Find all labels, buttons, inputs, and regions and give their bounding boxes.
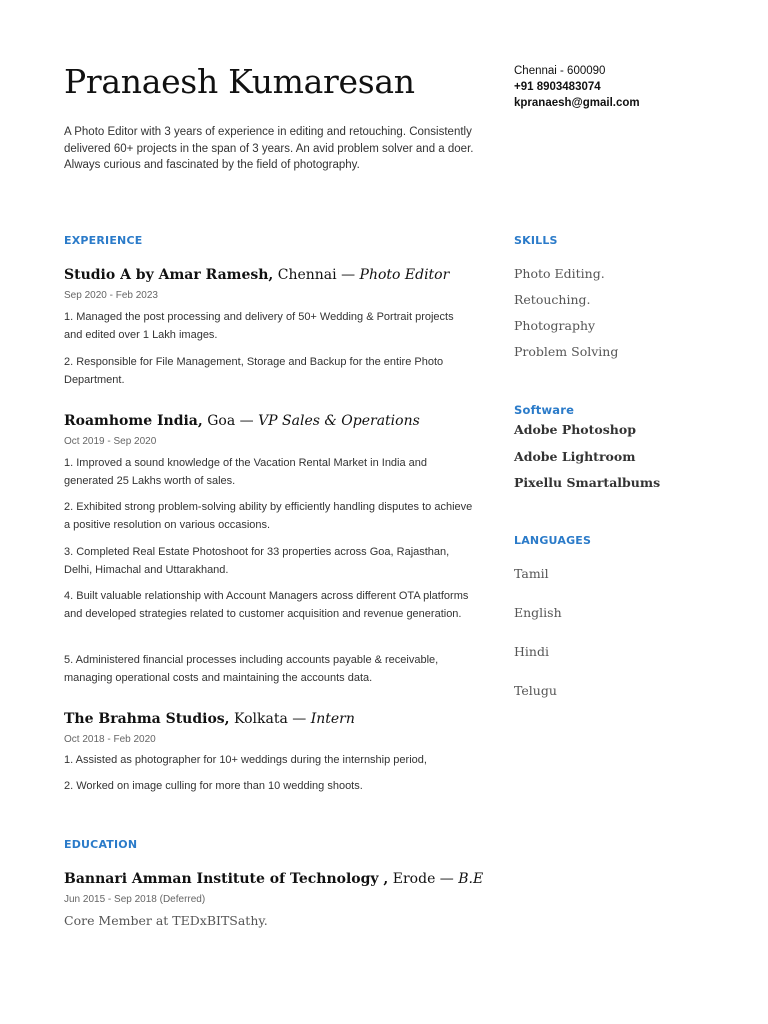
software-item: Pixellu Smartalbums xyxy=(514,475,661,490)
language-item: Hindi xyxy=(514,644,549,659)
skill-item: Retouching. xyxy=(514,292,591,307)
education-degree: B.E xyxy=(458,871,484,887)
job-title-studio-a xyxy=(64,267,449,283)
language-item: Telugu xyxy=(514,683,557,698)
education-dates: Jun 2015 - Sep 2018 (Deferred) xyxy=(64,894,206,905)
job-bullet: 1. Assisted as photographer for 10+ weddings during the internship period, xyxy=(64,754,427,766)
job-role: Photo Editor xyxy=(359,267,450,283)
language-item: Tamil xyxy=(514,566,549,581)
job-dates: Oct 2019 - Sep 2020 xyxy=(64,436,157,447)
contact-phone: +91 8903483074 xyxy=(514,81,601,93)
profile-summary: A Photo Editor with 3 years of experience in editing and retouching. Consistently delivered 60+ projects in the span of 3 years. An avid problem solver and a doer. Always curious and fascinated by the field of photography. xyxy=(64,126,474,171)
education-location: Erode — xyxy=(388,871,459,887)
contact-block xyxy=(514,63,640,111)
experience-heading: EXPERIENCE xyxy=(64,234,143,247)
job-location: Kolkata — xyxy=(229,711,311,727)
job-bullet: 2. Responsible for File Management, Storage and Backup for the entire Photo Department. xyxy=(64,356,444,386)
job-role: VP Sales & Operations xyxy=(258,413,420,429)
education-school: Bannari Amman Institute of Technology , xyxy=(64,871,389,887)
job-company: Studio A by Amar Ramesh, xyxy=(64,267,274,283)
skill-item: Photo Editing. xyxy=(514,266,605,281)
job-dates: Oct 2018 - Feb 2020 xyxy=(64,734,156,745)
job-title-brahma xyxy=(64,711,355,727)
skill-item: Photography xyxy=(514,318,596,333)
job-bullet: 3. Completed Real Estate Photoshoot for 33 properties across Goa, Rajasthan, Delhi, Himachal and Uttarakhand. xyxy=(64,546,450,576)
education-note: Core Member at TEDxBITSathy. xyxy=(64,913,268,928)
job-company: The Brahma Studios, xyxy=(64,711,230,727)
skill-item: Problem Solving xyxy=(514,344,619,359)
job-bullet: 1. Improved a sound knowledge of the Vacation Rental Market in India and generated 25 Lakhs worth of sales. xyxy=(64,457,428,487)
job-bullet: 5. Administered financial processes including accounts payable & receivable, managing operational costs and maintaining the accounts data. xyxy=(64,654,439,684)
job-bullet: 2. Worked on image culling for more than 10 wedding shoots. xyxy=(64,780,363,792)
software-item: Adobe Photoshop xyxy=(514,422,636,437)
job-bullet: 4. Built valuable relationship with Account Managers across different OTA platforms and developed strategies related to customer acquisition and revenue generation. xyxy=(64,590,469,620)
job-bullet: 1. Managed the post processing and delivery of 50+ Wedding & Portrait projects and edited over 1 Lakh images. xyxy=(64,311,454,341)
job-company: Roamhome India, xyxy=(64,413,203,429)
job-title-roamhome xyxy=(64,413,420,429)
job-location: Chennai — xyxy=(273,267,360,283)
software-heading: Software xyxy=(514,403,575,417)
contact-email: kpranaesh@gmail.com xyxy=(514,97,640,109)
language-item: English xyxy=(514,605,562,620)
skills-heading: SKILLS xyxy=(514,234,558,247)
job-role: Intern xyxy=(310,711,355,727)
candidate-name: Pranaesh Kumaresan xyxy=(64,62,415,101)
job-bullet: 2. Exhibited strong problem-solving ability by efficiently handling disputes to achieve a positive resolution on various occasions. xyxy=(64,501,473,531)
education-heading: EDUCATION xyxy=(64,838,138,851)
education-title xyxy=(64,871,483,887)
software-item: Adobe Lightroom xyxy=(514,449,636,464)
job-dates: Sep 2020 - Feb 2023 xyxy=(64,290,158,301)
contact-address: Chennai - 600090 xyxy=(514,65,606,77)
languages-heading: LANGUAGES xyxy=(514,534,592,547)
job-location: Goa — xyxy=(202,413,259,429)
